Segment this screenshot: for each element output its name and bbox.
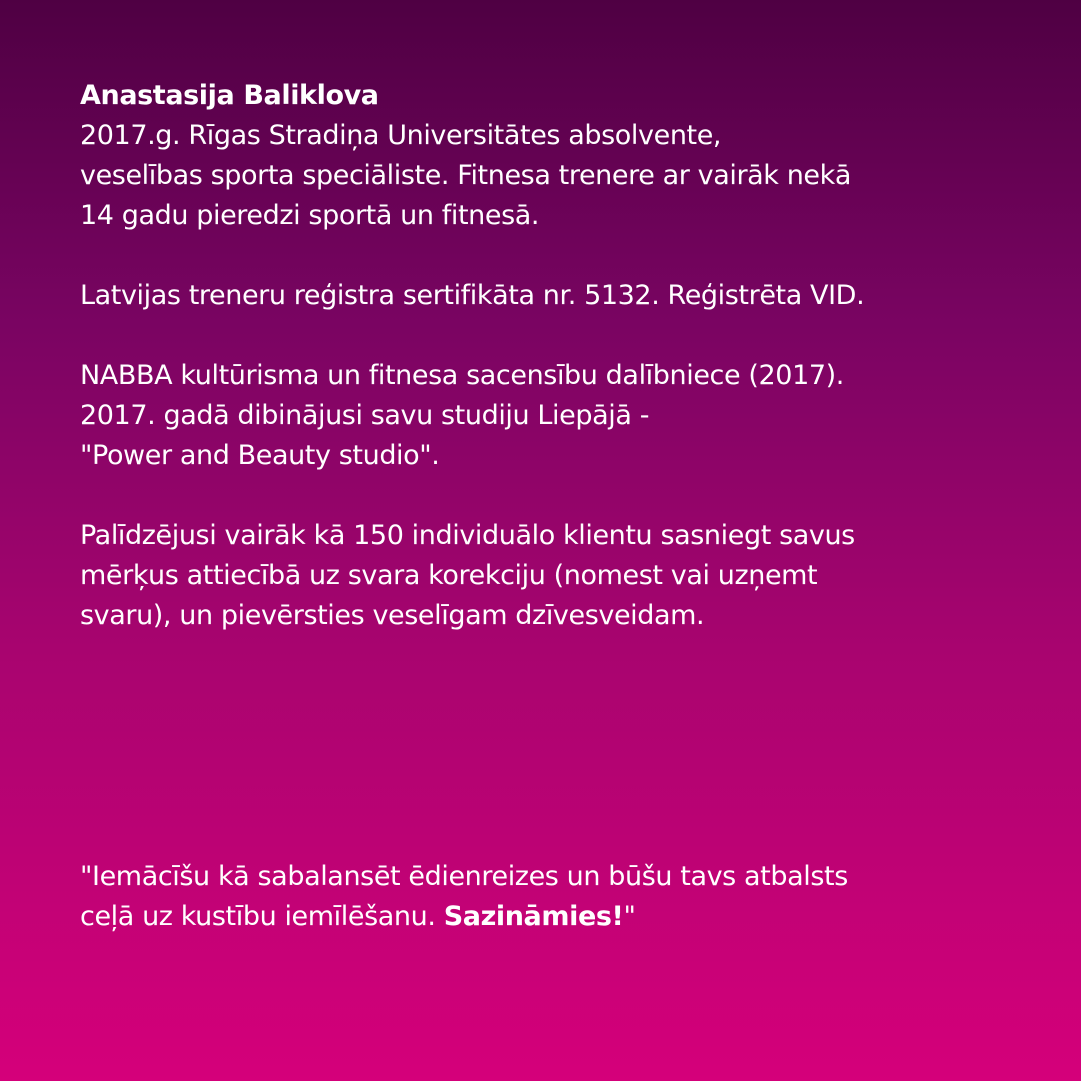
quote-call-to-action: Sazināmies!	[443, 901, 624, 932]
trainer-name: Anastasija Baliklova	[80, 80, 379, 111]
quote-closing-mark: "	[623, 901, 636, 932]
bio-text-block	[80, 76, 1020, 636]
paragraph-gap	[80, 476, 1020, 516]
bio-line: "Power and Beauty studio".	[80, 440, 440, 471]
quote-text: ceļā uz kustību iemīlēšanu.	[80, 901, 444, 932]
bio-line: svaru), un pievērsties veselīgam dzīvesveidam.	[80, 600, 705, 631]
bio-line: Latvijas treneru reģistra sertifikāta nr. 5132. Reģistrēta VID.	[80, 280, 865, 311]
paragraph-gap	[80, 316, 1020, 356]
paragraph-gap	[80, 236, 1020, 276]
bio-line: 2017. gadā dibinājusi savu studiju Liepājā -	[80, 400, 650, 431]
bio-line: 14 gadu pieredzi sportā un fitnesā.	[80, 200, 540, 231]
bio-line: 2017.g. Rīgas Stradiņa Universitātes absolvente,	[80, 120, 722, 151]
quote-line: "Iemācīšu kā sabalansēt ēdienreizes un būšu tavs atbalsts	[80, 861, 848, 892]
quote-line	[80, 897, 1020, 937]
bio-line: veselības sporta speciāliste. Fitnesa trenere ar vairāk nekā	[80, 160, 852, 191]
bio-line: Palīdzējusi vairāk kā 150 individuālo klientu sasniegt savus	[80, 520, 855, 551]
trainer-quote	[80, 857, 1020, 937]
bio-line: mērķus attiecībā uz svara korekciju (nomest vai uzņemt	[80, 560, 818, 591]
bio-line: NABBA kultūrisma un fitnesa sacensību dalībniece (2017).	[80, 360, 844, 391]
